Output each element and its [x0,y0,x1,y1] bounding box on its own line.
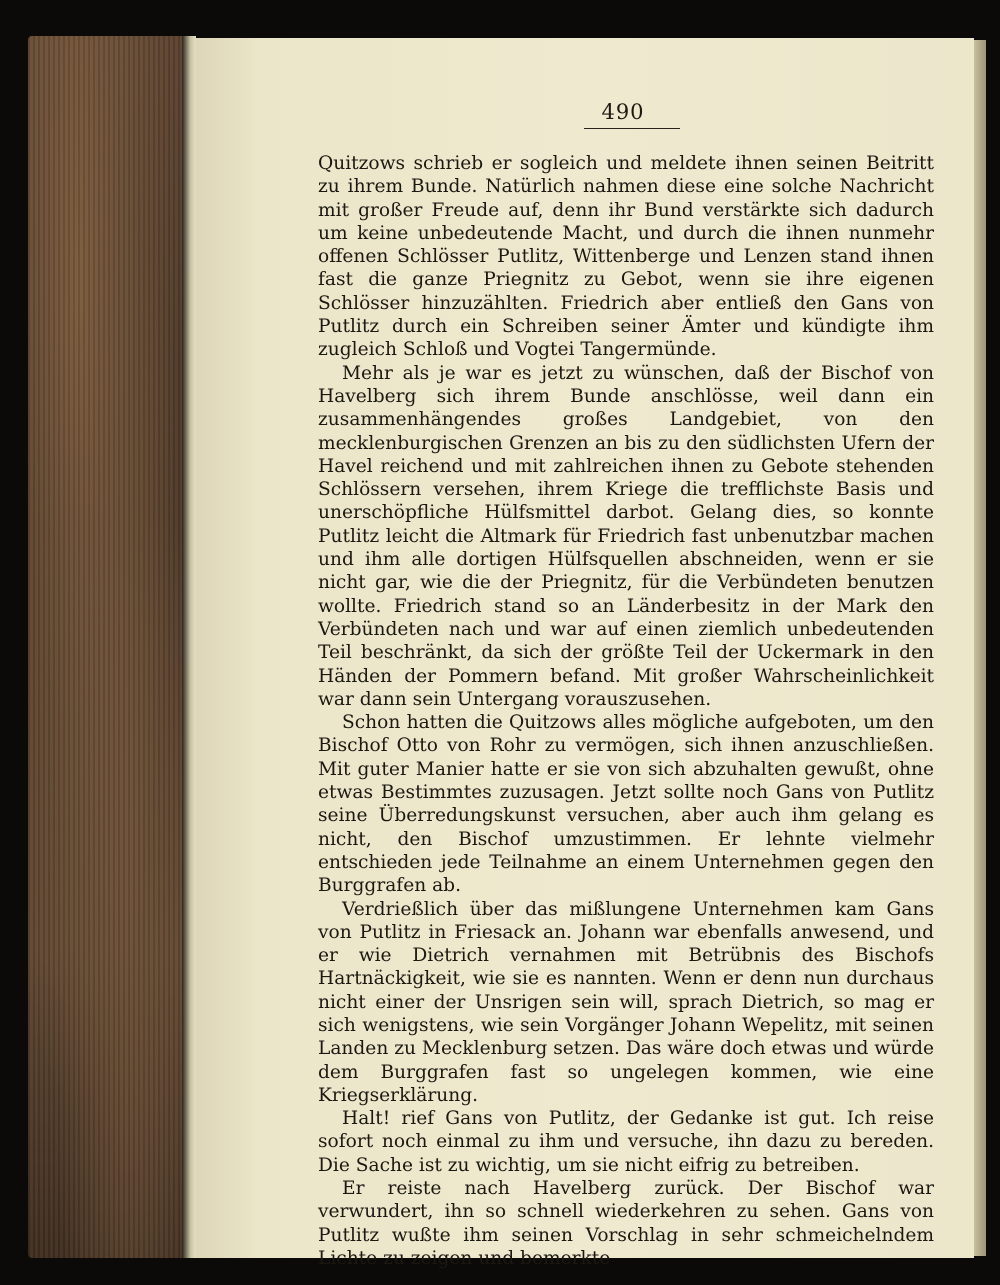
paragraph-2: Mehr als je war es jetzt zu wünschen, daß der Bischof von Havelberg sich ihrem Bunde anschlösse, weil dann ein zusammenhängendes großes Landgebiet, von den mecklenburgischen Grenzen an bis zu den südlichsten Ufern der Havel reichend und mit zahlreichen ihnen zu Gebote stehenden Schlössern versehen, ihrem Kriege die trefflichste Basis und unerschöpfliche Hülfsmittel darbot. Gelang dies, so konnte Putlitz leicht die Altmark für Friedrich fast unbenutzbar machen und ihm alle dortigen Hülfsquellen abschneiden, wenn er sie nicht gar, wie die der Priegnitz, für die Verbündeten benutzen wollte. Friedrich stand so an Länderbesitz in der Mark den Verbündeten nach und war auf einen ziemlich unbedeutenden Teil beschränkt, da sich der größte Teil der Uckermark in den Händen der Pommern befand. Mit großer Wahrscheinlichkeit war dann sein Untergang vorauszusehen. [318,362,934,710]
page-number: 490 [601,100,645,124]
paragraph-6: Er reiste nach Havelberg zurück. Der Bischof war verwundert, ihn so schnell wiederkehren zu sehen. Gans von Putlitz wußte ihm seinen Vorschlag in sehr schmeichelndem Lichte zu zeigen und bemerkte [318,1178,934,1269]
paragraph-3: Schon hatten die Quitzows alles mögliche aufgeboten, um den Bischof Otto von Rohr zu vermögen, sich ihnen anzuschließen. Mit guter Manier hatte er sie von sich abzuhalten gewußt, ohne etwas Bestimmtes zuzusagen. Jetzt sollte noch Gans von Putlitz seine Überredungskunst versuchen, aber auch ihm gelang es nicht, den Bischof umzustimmen. Er lehnte vielmehr entschieden jede Teilnahme an einem Unternehmen gegen den Burggrafen ab. [318,712,934,897]
book-page [196,38,974,1269]
paragraph-1: Quitzows schrieb er sogleich und meldete ihnen seinen Beitritt zu ihrem Bunde. Natürlich nahmen diese eine solche Nachricht mit großer Freude auf, denn ihr Bund verstärkte sich dadurch um keine unbedeutende Macht, und durch die ihnen nunmehr offenen Schlösser Putlitz, Wittenberge und Lenzen stand ihnen fast die ganze Priegnitz zu Gebot, wenn sie ihre eigenen Schlösser hinzuzählten. Friedrich aber entließ den Gans von Putlitz durch ein Schreiben seiner Ämter und kündigte ihm zugleich Schloß und Vogtei Tangermünde. [318,153,934,361]
book-page-edges [28,36,196,1258]
body-text [318,152,934,1270]
page-gutter-shadow [974,40,986,1256]
paragraph-5: Halt! rief Gans von Putlitz, der Gedanke ist gut. Ich reise sofort noch einmal zu ihm und versuche, ihn dazu zu bereden. Die Sache ist zu wichtig, um sie nicht eifrig zu betreiben. [318,1108,934,1176]
page-number-rule [584,128,680,129]
paragraph-4: Verdrießlich über das mißlungene Unternehmen kam Gans von Putlitz in Friesack an. Johann war ebenfalls anwesend, und er wie Dietrich vernahmen mit Betrübnis des Bischofs Hartnäckigkeit, wie sie es nannten. Wenn er denn nun durchaus nicht einer der Unsrigen sein will, sprach Dietrich, so mag er sich wenigstens, wie sein Vorgänger Johann Wepelitz, mit seinen Landen zu Mecklenburg setzen. Das wäre doch etwas und würde dem Burggrafen fast so ungelegen kommen, wie eine Kriegserklärung. [318,898,934,1106]
